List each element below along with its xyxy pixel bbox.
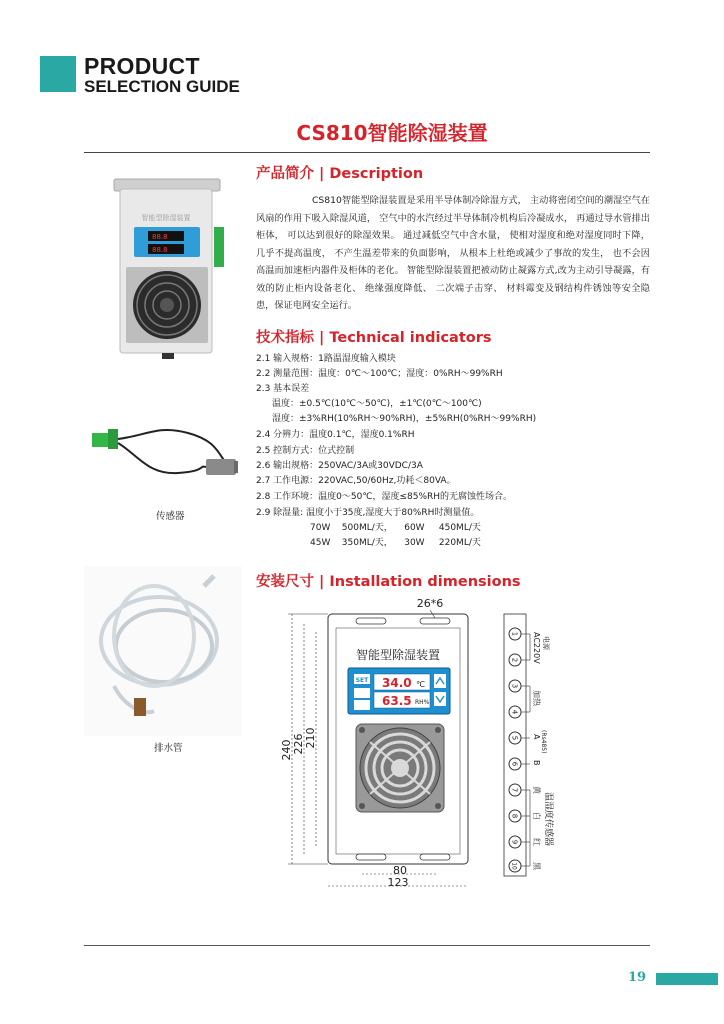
spec-line: 2.9 除湿量: 温度小于35度,湿度大于80%RH时测量值。: [256, 508, 480, 518]
temp-unit: ℃: [416, 680, 425, 689]
installation-heading: 安装尺寸 | Installation dimensions: [256, 574, 521, 590]
temp-readout: 34.0: [382, 676, 412, 690]
label-rs485: (Rs485): [540, 730, 547, 754]
terminal-9: 9: [510, 839, 519, 845]
hole-label: 26*6: [416, 597, 444, 610]
description-heading: 产品简介 | Description: [256, 166, 424, 182]
label-b: B: [532, 760, 541, 766]
spec-line: 2.8 工作环境：温度0～50℃，湿度≤85%RH的无腐蚀性场合。: [256, 492, 513, 502]
label-red: 红: [532, 838, 541, 846]
description-paragraph: CS810智能型除湿装置是采用半导体制冷除湿方式， 主动将密闭空间的潮湿空气在风扇的作用下吸入除湿风道， 空气中的水汽经过半导体制冷机构后冷凝成水， 再通过导水管排出柜体， 可以达到很好的除湿效果。 通过减低空气中含水量， 使相对湿度和绝对湿度同时下降， 几乎不提高温度， 不产生温差带来的负面影响， 从根本上杜绝或减少了事故的发生， 也不会因高温而加速柜内器件及柜体的老化。 智能型除湿装置把被动防止凝露方式,改为主动引导凝露，有效的防止柜内设备老化、 绝缘强度降低、 二次端子击穿、 材料霉变及钢结构件锈蚀等安全隐患，保证电网安全运行。: [256, 195, 650, 311]
spec-line: 2.3 基本误差: [256, 384, 310, 394]
spec-line: 温度：±0.5℃(10℃～50℃)，±1℃(0℃～100℃): [272, 399, 482, 409]
terminal-6: 6: [510, 761, 519, 767]
terminal-8: 8: [510, 813, 519, 819]
svg-text:88.8: 88.8: [152, 233, 168, 241]
sensor-caption: 传感器: [156, 511, 185, 522]
device-photo: [112, 175, 224, 365]
device-label: 智能型除湿装置: [141, 214, 191, 222]
label-ac220v: AC220V: [532, 632, 541, 664]
page-title: CS810智能除湿装置: [296, 121, 488, 145]
set-button-label: SET: [355, 677, 369, 684]
dim-80: 80: [393, 864, 407, 877]
terminal-5: 5: [510, 735, 519, 741]
drain-pipe-photo: [84, 566, 242, 736]
dim-210: 210: [304, 727, 317, 749]
label-black: 黑: [532, 862, 541, 870]
spec-line: 2.1 输入规格：1路温湿度输入模块: [256, 354, 396, 364]
terminal-7: 7: [510, 787, 519, 793]
label-white: 白: [532, 812, 541, 820]
header-subtitle: SELECTION GUIDE: [84, 77, 240, 96]
dim-226: 226: [292, 733, 305, 755]
dim-240: 240: [280, 739, 293, 761]
svg-text:88.8: 88.8: [152, 246, 168, 254]
header-title: PRODUCT: [84, 53, 200, 79]
spec-line: 2.6 输出规格：250VAC/3A或30VDC/3A: [256, 461, 423, 471]
footer-divider: [84, 945, 650, 946]
terminal-1: 1: [510, 631, 519, 637]
label-sensor: 温湿度传感器: [543, 792, 553, 847]
drain-caption: 排水管: [154, 743, 183, 754]
terminal-10: 10: [510, 862, 518, 870]
label-power: 电源: [542, 636, 550, 650]
page-number-bar: [656, 973, 718, 985]
spec-line: 2.2 测量范围：温度：0℃～100℃；湿度：0%RH～99%RH: [256, 369, 503, 379]
humidity-readout: 63.5: [382, 694, 412, 708]
terminal-4: 4: [510, 709, 519, 715]
terminal-3: 3: [510, 683, 519, 689]
page-number: 19: [628, 970, 647, 985]
spec-line: 2.4 分辨力：温度0.1℃，湿度0.1%RH: [256, 430, 415, 440]
terminal-diagram: [502, 612, 562, 882]
panel-title: 智能型除湿装置: [355, 648, 441, 662]
humidity-unit: RH%: [415, 699, 430, 706]
dim-123: 123: [387, 876, 409, 889]
spec-line: 45W 350ML/天， 30W 220ML/天: [310, 538, 481, 548]
spec-line: 2.5 控制方式：位式控制: [256, 446, 355, 456]
terminal-2: 2: [510, 657, 519, 663]
label-heat: 加热: [532, 690, 541, 706]
title-divider: [84, 152, 650, 153]
header-accent-square: [40, 56, 76, 92]
spec-line: 2.7 工作电源：220VAC,50/60Hz,功耗＜80VA。: [256, 476, 456, 486]
sensor-photo: [88, 415, 248, 505]
spec-line: 70W 500ML/天， 60W 450ML/天: [310, 523, 481, 533]
label-a: A: [532, 734, 541, 740]
spec-line: 湿度：±3%RH(10%RH～90%RH)，±5%RH(0%RH～99%RH): [272, 414, 537, 424]
label-yellow: 黄: [532, 786, 541, 794]
technical-heading: 技术指标 | Technical indicators: [256, 330, 492, 346]
